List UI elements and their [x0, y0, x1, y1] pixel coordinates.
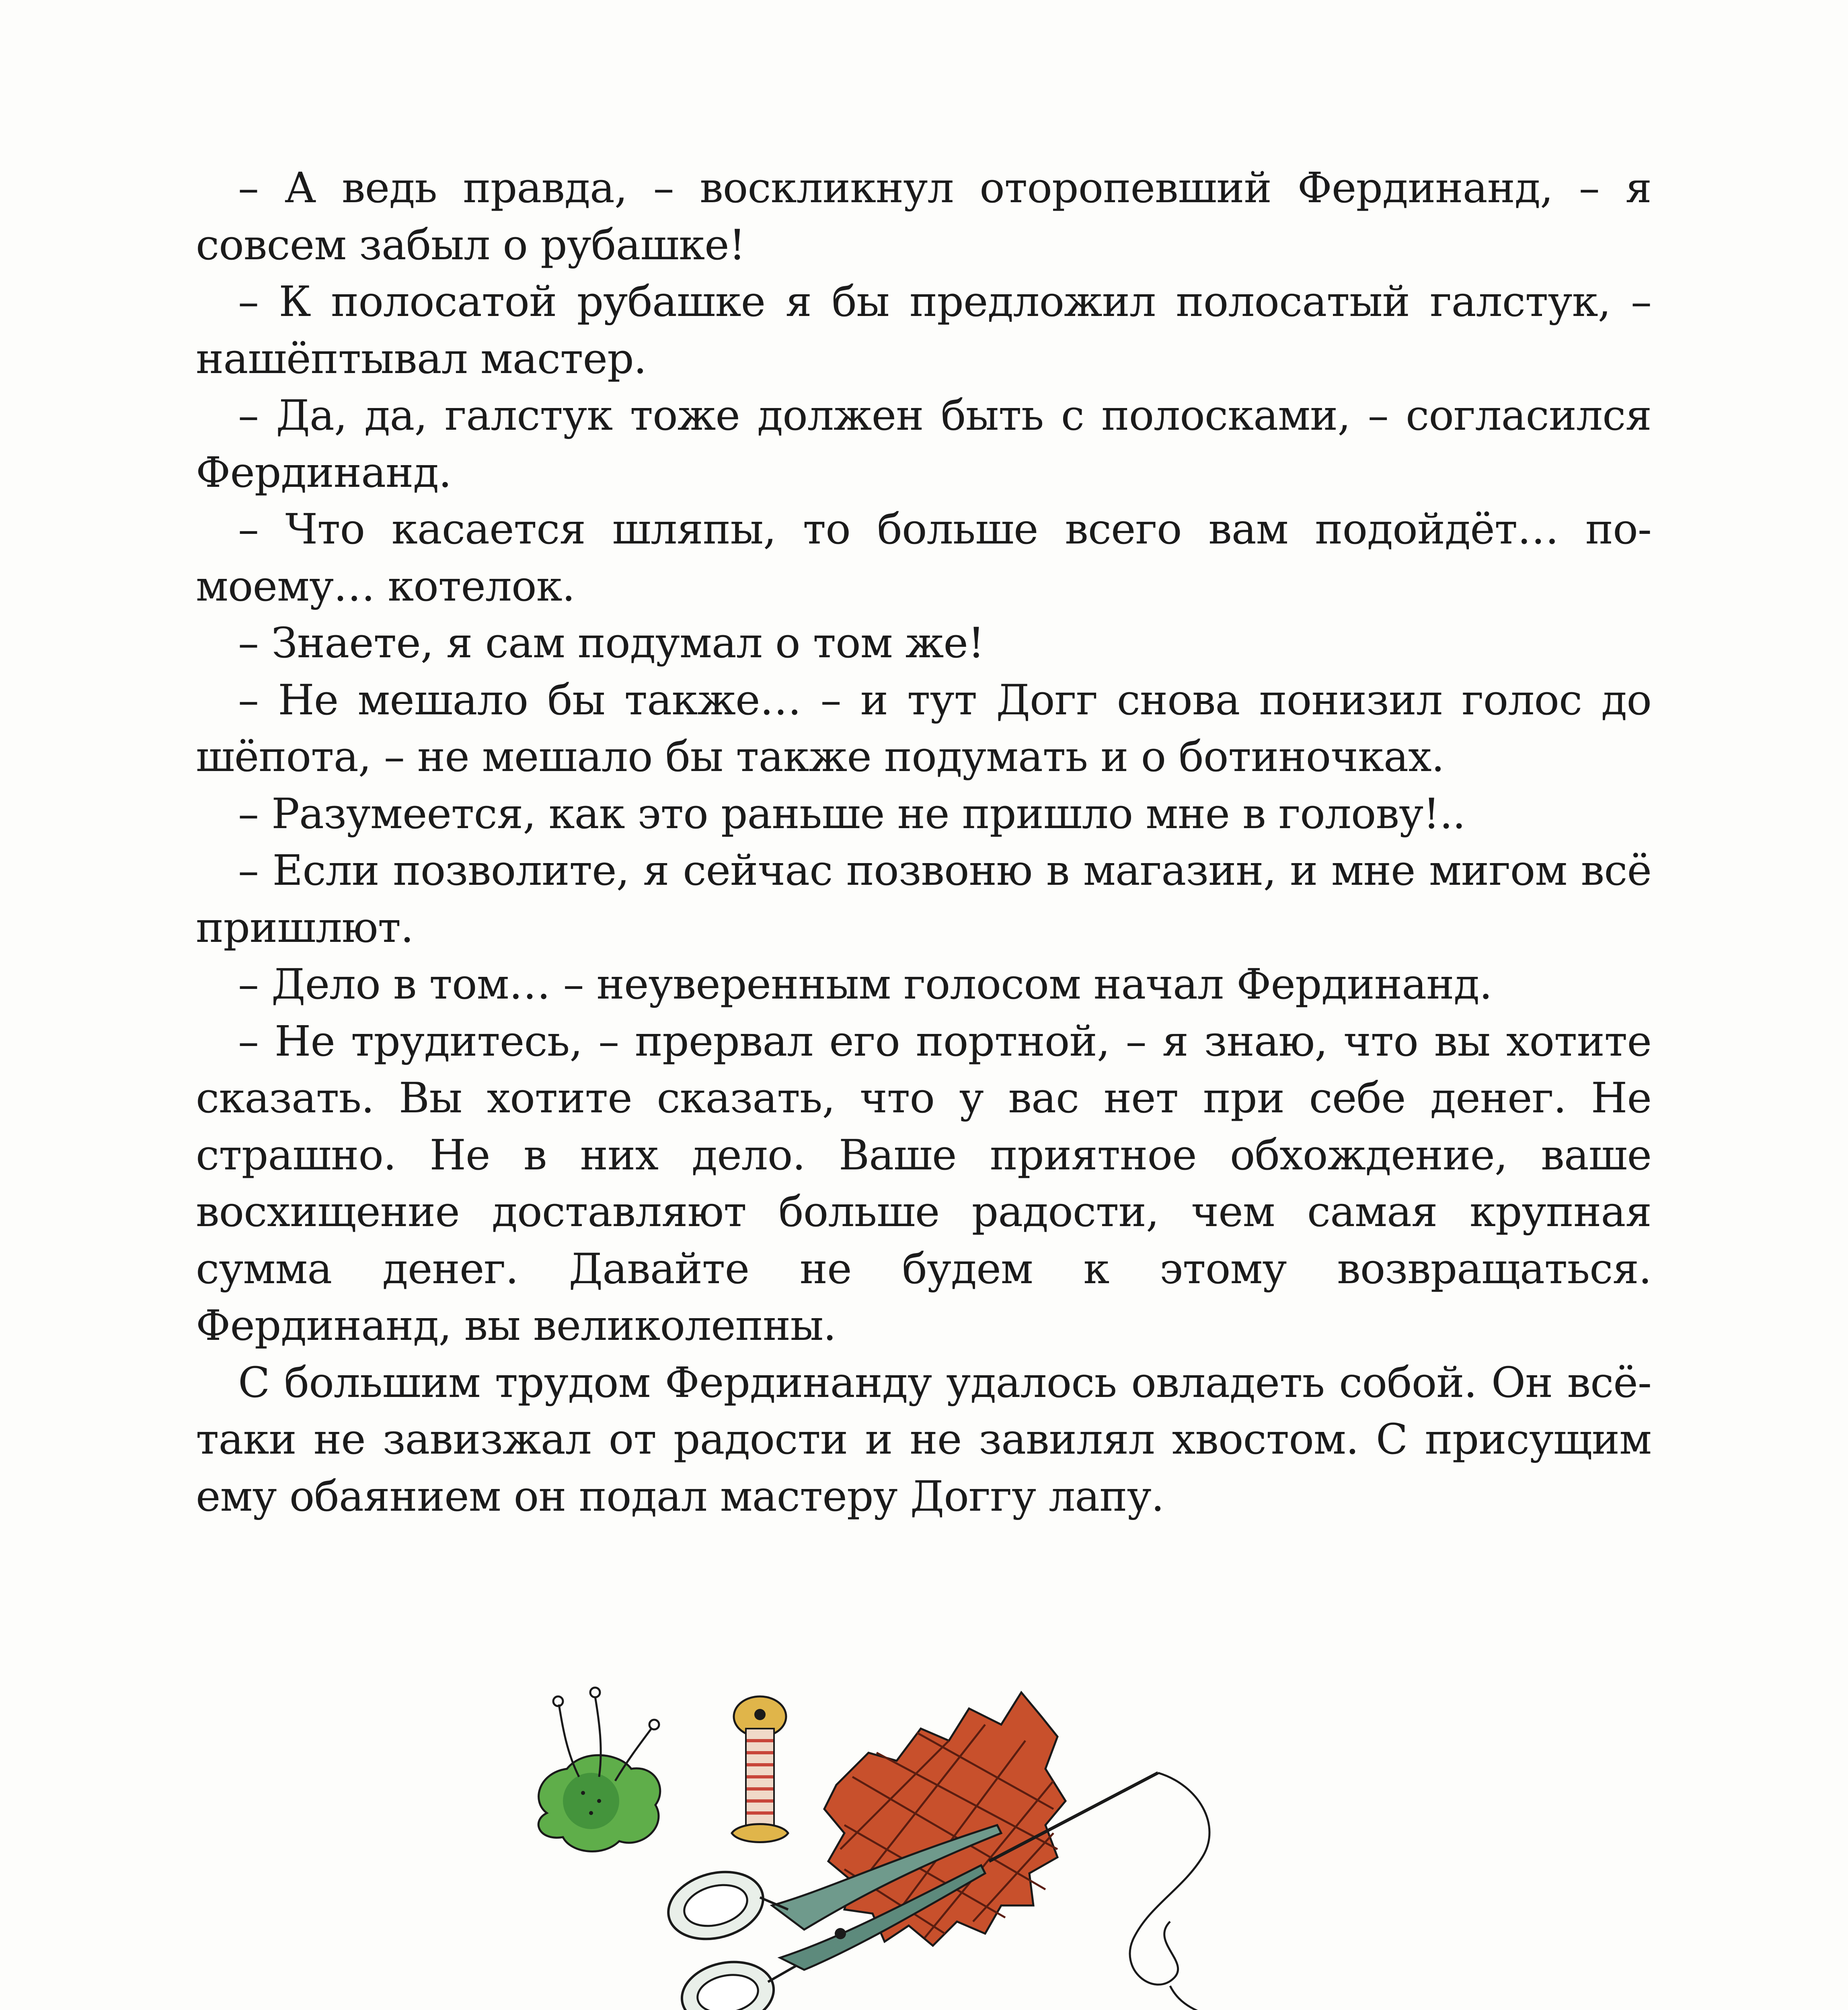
thread-spool-icon — [732, 1696, 788, 1842]
paragraph: – Разумеется, как это раньше не пришло мне в голову!.. — [238, 789, 1466, 838]
page-text — [196, 160, 1651, 1525]
fabric-swatch-icon — [824, 1692, 1066, 1946]
paragraph: – Знаете, я сам подумал о том же! — [238, 618, 984, 667]
sewing-illustration — [523, 1680, 1335, 2010]
paragraph: – Не мешало бы также… – и тут Догг снова понизил голос до шёпота, – не мешало бы также подумать и о ботиночках. — [196, 675, 1651, 781]
pincushion-icon — [538, 1688, 660, 1851]
paragraph: – Дело в том… – неуверенным голосом начал Фердинанд. — [238, 960, 1492, 1009]
paragraph: – Да, да, галстук тоже должен быть с полосками, – согласился Фердинанд. — [196, 391, 1651, 497]
paragraph: – Что касается шляпы, то больше всего вам подойдёт… по-моему… котелок. — [196, 505, 1651, 611]
paragraph: – А ведь правда, – воскликнул оторопевший Фердинанд, – я совсем забыл о рубашке! — [196, 163, 1651, 269]
paragraph: – Если позволите, я сейчас позвоню в магазин, и мне мигом всё пришлют. — [196, 846, 1651, 952]
paragraph: – Не трудитесь, – прервал его портной, – я знаю, что вы хотите сказать. Вы хотите сказать, что у вас нет при себе денег. Не страшно. Не в них дело. Ваше приятное обхождение, ваше восхищение доставляют больше радости, чем самая крупная сумма денег. Давайте не будем к этому возвращаться. Фердинанд, вы великолепны. — [196, 1016, 1651, 1350]
paragraph: – К полосатой рубашке я бы предложил полосатый галстук, – нашёптывал мастер. — [196, 277, 1651, 383]
paragraph: С большим трудом Фердинанду удалось овладеть собой. Он всё-таки не завизжал от радости и не завилял хвостом. С присущим ему обаянием он подал мастеру Доггу лапу. — [196, 1358, 1651, 1521]
